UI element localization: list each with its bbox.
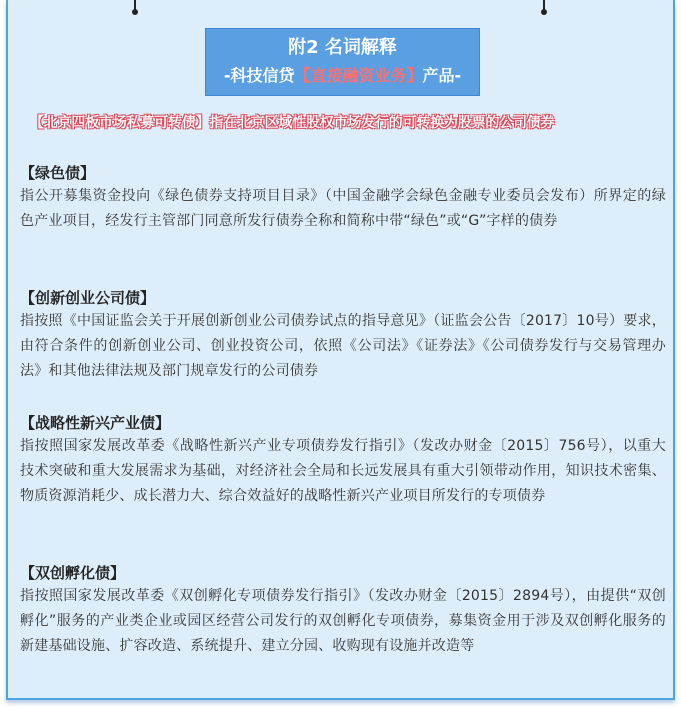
page-title: 附2 名词解释 [288, 37, 397, 58]
section-title: 【双创孵化债】 [20, 564, 126, 582]
section-title: 【战略性新兴产业债】 [20, 414, 171, 432]
section-body: 指公开募集资金投向《绿色债券支持项目目录》（中国金融学会绿色金融专业委员会发布）所界定的绿色产业项目，经发行主管部门同意所发行债券全称和简称中带“绿色”或“G”字样的债券 [20, 188, 666, 229]
hanging-pin-right [543, 0, 545, 12]
subtitle-suffix: 产品- [422, 66, 462, 85]
page-subtitle [206, 66, 479, 86]
subtitle-highlight: 【直接融资业务】 [294, 66, 423, 85]
subtitle-prefix: -科技信贷 [223, 66, 295, 85]
section-body: 指按照国家发展改革委《双创孵化专项债券发行指引》（发改办财金〔2015〕2894号），由提供“双创孵化”服务的产业类企业或园区经营公司发行的双创孵化专项债券，募集资金用于涉及双创孵化服务的新建基础设施、扩容改造、系统提升、建立分园、收购现有设施并改造等 [20, 588, 666, 654]
highlight-term-definition: 【北京四板市场私募可转债】指在北京区域性股权市场发行的可转换为股票的公司债券 [30, 115, 555, 131]
section-innovation-bond [20, 287, 666, 384]
hanging-pin-left [134, 0, 136, 12]
section-body: 指按照国家发展改革委《战略性新兴产业专项债券发行指引》（发改办财金〔2015〕756号），以重大技术突破和重大发展需求为基础，对经济社会全局和长远发展具有重大引领带动作用，知识技术密集、物质资源消耗少、成长潜力大、综合效益好的战略性新兴产业项目所发行的专项债券 [20, 438, 666, 504]
section-incubation-bond [20, 562, 666, 659]
section-title: 【创新创业公司债】 [20, 289, 156, 307]
section-title: 【绿色债】 [20, 164, 96, 182]
section-green-bond [20, 162, 666, 234]
section-body: 指按照《中国证监会关于开展创新创业公司债券试点的指导意见》（证监会公告〔2017〕10号）要求，由符合条件的创新创业公司、创业投资公司，依照《公司法》《证券法》《公司债券发行与交易管理办法》和其他法律法规及部门规章发行的公司债券 [20, 313, 666, 379]
title-banner [205, 28, 480, 96]
section-strategic-industry-bond [20, 412, 666, 509]
